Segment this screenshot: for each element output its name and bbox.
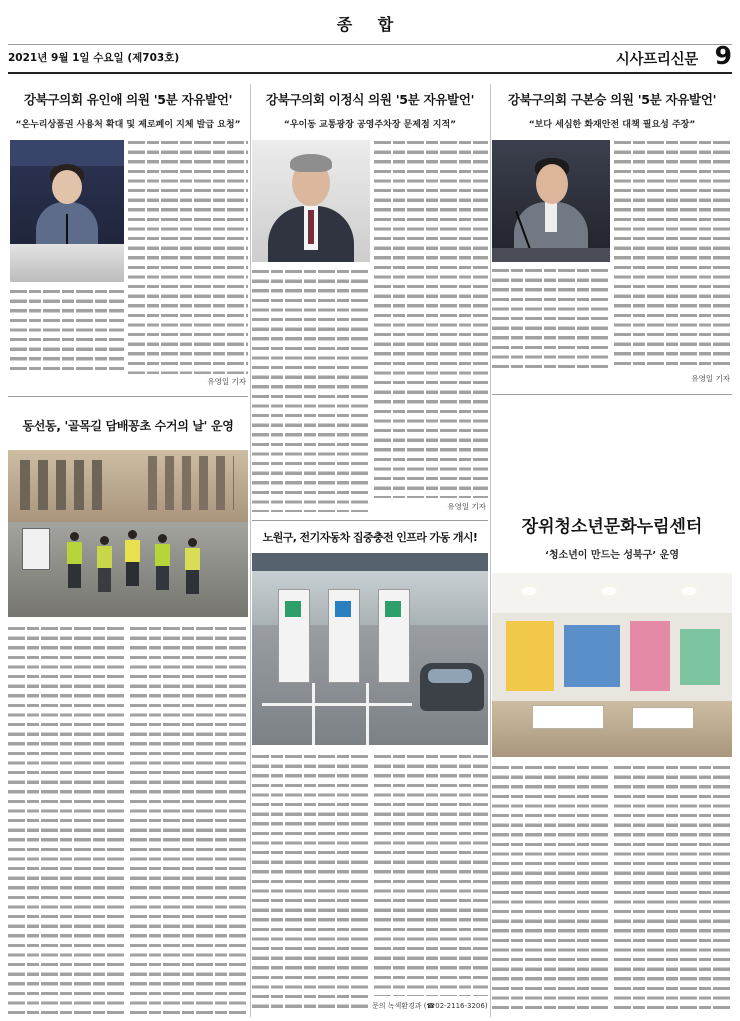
- article-body-column: [492, 763, 610, 1015]
- article-subhead: “보다 세심한 화재안전 대책 필요성 주장”: [528, 120, 696, 130]
- article-body-column: [8, 624, 124, 1015]
- photo-person-legs: [186, 570, 199, 594]
- article-byline: 유영일 기자: [447, 502, 486, 511]
- photo-person-vest: [67, 542, 82, 564]
- section-rule: [252, 520, 488, 521]
- newspaper-name: 시사프리신문: [615, 52, 698, 68]
- photo-councilmember-gu: [492, 140, 610, 262]
- article-body-column: [128, 138, 248, 374]
- photo-person-legs: [68, 564, 81, 588]
- photo-person-vest: [97, 546, 112, 568]
- article-byline: 유영일 기자: [207, 377, 246, 386]
- issue-date: 2021년 9월 1일 수요일 (제703호): [8, 52, 180, 64]
- photo-figure-tie: [308, 210, 314, 244]
- photo-podium: [10, 244, 124, 282]
- photo-wall-panel-pink: [630, 621, 670, 691]
- photo-person-head: [188, 538, 197, 547]
- section-title: 종 합: [336, 15, 404, 34]
- article-body-column: [492, 266, 610, 372]
- photo-charger-screen: [385, 601, 401, 617]
- photo-person-legs: [98, 568, 111, 592]
- photo-figure-head: [52, 170, 82, 204]
- article-body-column: [252, 752, 368, 1012]
- photo-ev-charging-station: [252, 553, 488, 745]
- photo-windows: [20, 460, 110, 510]
- photo-microphone: [66, 214, 68, 244]
- section-rule: [492, 394, 732, 395]
- photo-person-legs: [156, 566, 169, 590]
- photo-person-vest: [155, 544, 170, 566]
- photo-figure-head: [536, 164, 568, 204]
- article-headline: 노원구, 전기자동차 집중충전 인프라 가동 개시!: [262, 531, 478, 544]
- article-contact: 문의 녹색환경과 (☎02-2116-3206): [372, 1002, 488, 1010]
- article-subhead: “우이동 교통광장 공영주차장 문제점 지적”: [283, 120, 457, 130]
- article-subhead: “온누리상품권 사용처 확대 및 제로페이 지체 발급 요청”: [15, 120, 241, 130]
- article-headline: 강북구의회 이정식 의원 '5분 자유발언': [265, 92, 475, 107]
- photo-person-head: [158, 534, 167, 543]
- photo-parking-line: [366, 683, 369, 745]
- photo-person-head: [100, 536, 109, 545]
- photo-parking-line: [262, 703, 412, 706]
- article-body-column: [252, 267, 370, 512]
- article-body-column: [614, 763, 732, 1015]
- article-subhead: ‘청소년이 만드는 성북구’ 운영: [545, 550, 679, 561]
- article-headline: 동선동, '골목길 담배꽁초 수거의 날' 운영: [22, 419, 234, 433]
- article-body-column: [374, 138, 488, 498]
- article-body-column: [614, 138, 732, 370]
- photo-ceiling-light: [522, 587, 536, 595]
- page-number: 9: [714, 42, 732, 70]
- photo-canopy: [252, 553, 488, 571]
- article-headline: 강북구의회 구본승 의원 '5분 자유발언': [507, 92, 717, 107]
- photo-table: [632, 707, 694, 729]
- photo-councilmember-lee: [252, 140, 370, 262]
- photo-figure-shirt: [545, 202, 557, 232]
- photo-councilmember-yoo: [10, 140, 124, 282]
- photo-car-window: [428, 669, 472, 683]
- article-headline: 장위청소년문화누림센터: [521, 517, 703, 537]
- photo-floor: [492, 701, 732, 757]
- photo-charger-screen: [335, 601, 351, 617]
- photo-figure-hair: [290, 154, 332, 172]
- photo-table: [532, 705, 604, 729]
- photo-person-vest: [125, 540, 140, 562]
- photo-ceiling-light: [682, 587, 696, 595]
- header-bottom-rule: [8, 72, 732, 74]
- photo-wall-panel-blue: [564, 625, 620, 687]
- section-rule: [8, 396, 248, 397]
- article-headline: 강북구의회 유인애 의원 '5분 자유발언': [23, 92, 233, 107]
- photo-signboard: [22, 528, 50, 570]
- photo-person-vest: [185, 548, 200, 570]
- article-body-column: [10, 287, 124, 374]
- photo-podium: [492, 248, 610, 262]
- article-body-column: [130, 624, 248, 1015]
- photo-youth-center-interior: [492, 573, 732, 757]
- photo-person-legs: [126, 562, 139, 586]
- header-rule: [8, 44, 732, 45]
- column-divider-left: [250, 84, 251, 1017]
- photo-person-head: [128, 530, 137, 539]
- photo-windows: [148, 456, 234, 510]
- column-divider-right: [490, 84, 491, 1017]
- photo-charger-screen: [285, 601, 301, 617]
- photo-alley-cleanup: [8, 450, 248, 617]
- photo-parking-line: [312, 683, 315, 745]
- photo-person-head: [70, 532, 79, 541]
- photo-ceiling-light: [602, 587, 616, 595]
- photo-wall-panel-green: [680, 629, 720, 685]
- photo-backdrop: [10, 140, 124, 166]
- photo-wall-panel-yellow: [506, 621, 554, 691]
- article-body-column: [374, 752, 488, 996]
- article-byline: 유영일 기자: [691, 374, 730, 383]
